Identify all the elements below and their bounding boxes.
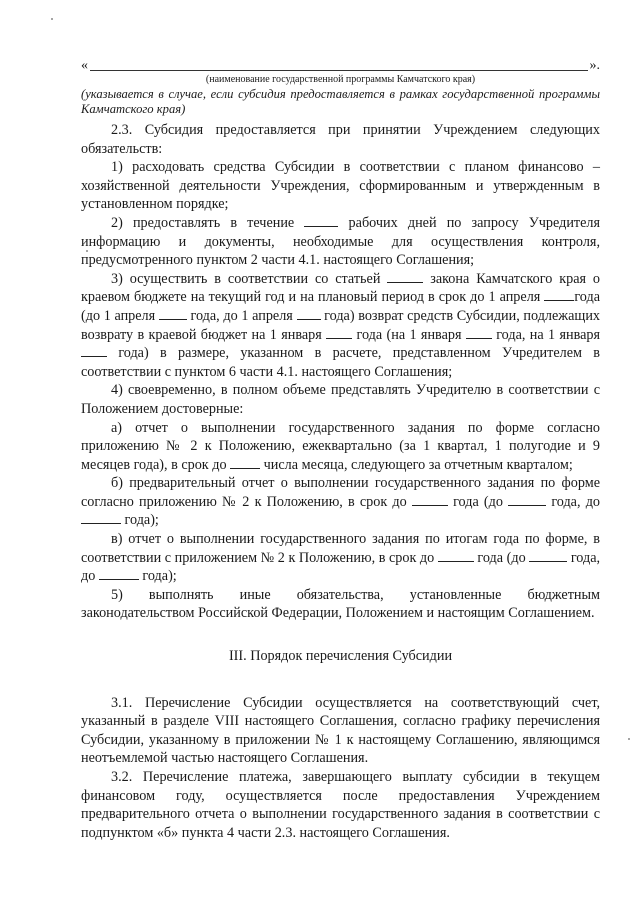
clause-3-1: 3.1. Перечисление Субсидии осуществляется на соответствующий счет, указанный в разделе VIII настоящего Соглашения, согласно графику перечисления Субсидии, указанному в приложении № 1 к настоящему Соглашению, являющимся неотъемлемой частью настоящего Соглашения. [81, 694, 600, 767]
sub-item-v-text-d: года); [142, 568, 177, 585]
sub-item-b-text-a: б) предварительный отчет о выполнении государственного задания по форме согласно приложению № 2 к Положению, в срок до [81, 475, 600, 510]
sub-item-b [81, 474, 600, 530]
program-note: (указывается в случае, если субсидия предоставляется в рамках государственной программы Камчатского края) [81, 87, 600, 116]
program-name-caption: (наименование государственной программы Камчатского края) [205, 74, 476, 85]
obligation-3-text-h: года) в размере, указанном в расчете, представленном Учредителем в соответствии с пунктом 6 части 4.1. настоящего Соглашения; [81, 345, 600, 380]
date-blank [438, 549, 474, 562]
obligation-3-text-g: года, на 1 января [496, 326, 601, 343]
days-blank [304, 214, 338, 227]
document-page [81, 58, 600, 842]
sub-item-v [81, 530, 600, 586]
sub-item-v-text-a: в) отчет о выполнении государственного задания по итогам года по форме, в соответствии с приложением № 2 к Положению, в срок до [81, 531, 600, 566]
date-blank [412, 493, 448, 506]
obligation-4: 4) своевременно, в полном объеме представлять Учредителю в соответствии с Положением достоверные: [81, 382, 600, 417]
program-name-field [90, 70, 588, 71]
obligation-2-text-a: 2) предоставлять в течение [111, 214, 295, 231]
date-blank [99, 567, 139, 580]
sub-item-b-text-c: года, до [551, 493, 601, 510]
day-blank [230, 456, 260, 469]
obligation-3-text-f: года (на 1 января [356, 326, 462, 343]
obligation-3-text-a: 3) осуществить в соответствии со статьей [111, 270, 381, 287]
year-blank [297, 307, 321, 320]
obligation-3-text-e: года) возврат средств Субсидии, подлежащих возврату в краевой бюджет на 1 января [81, 307, 601, 343]
date-blank [508, 493, 546, 506]
obligation-2 [81, 214, 600, 270]
scan-speck [51, 18, 53, 20]
obligation-5: 5) выполнять иные обязательства, установленные бюджетным законодательством Российской Федерации, Положением и настоящим Соглашением. [81, 586, 600, 622]
sub-item-b-text-d: года); [124, 512, 159, 529]
section-3-title: III. Порядок перечисления Субсидии [228, 648, 453, 665]
article-blank [387, 270, 423, 283]
year-blank [81, 344, 107, 357]
sub-item-v-text-c: года, до [81, 549, 601, 585]
sub-item-a-text-a: а) отчет о выполнении государственного задания по форме согласно приложению № 2 к Положению, ежеквартально (за 1 квартал, 1 полугодие и 9 месяцев года), в срок до [81, 419, 600, 473]
program-name-line [81, 58, 600, 74]
obligation-3-text-d: года, до 1 апреля [190, 307, 293, 324]
obligation-3-text-c: года (до 1 апреля [81, 289, 601, 324]
obligation-1: 1) расходовать средства Субсидии в соответствии с планом финансово – хозяйственной деятельности Учреждения, сформированным и утвержденным в установленном порядке; [81, 159, 600, 213]
sub-item-b-text-b: года (до [453, 493, 503, 510]
year-blank [159, 307, 187, 320]
sub-item-a-text-b: числа месяца, следующего за отчетным кварталом; [263, 456, 573, 473]
scan-speck [628, 738, 630, 740]
obligation-2-text-b: рабочих дней по запросу Учредителя информацию и документы, необходимые для осуществления контроля, предусмотренного пунктом 2 части 4.1. настоящего Соглашения; [81, 214, 601, 269]
clause-3-2: 3.2. Перечисление платежа, завершающего выплату субсидии в текущем финансовом году, осуществляется после предоставления Учреждением предварительного отчета о выполнении государственного задания в соответствии с подпунктом «б» пункта 4 части 2.3. настоящего Соглашения. [81, 769, 600, 841]
obligation-3-text-b: закона Камчатского края о краевом бюджете на текущий год и на плановый период в срок до 1 апреля [81, 270, 601, 306]
year-blank [544, 288, 574, 301]
open-quote: « [81, 58, 88, 73]
sub-item-v-text-b: года (до [477, 549, 526, 566]
year-blank [326, 326, 352, 339]
clause-2-3: 2.3. Субсидия предоставляется при принятии Учреждением следующих обязательств: [81, 122, 600, 157]
year-blank [466, 326, 492, 339]
date-blank [81, 511, 121, 524]
obligation-3 [81, 270, 600, 382]
close-quote: ». [589, 58, 600, 73]
sub-item-a [81, 419, 600, 475]
date-blank [529, 549, 567, 562]
scan-speck [86, 250, 88, 252]
